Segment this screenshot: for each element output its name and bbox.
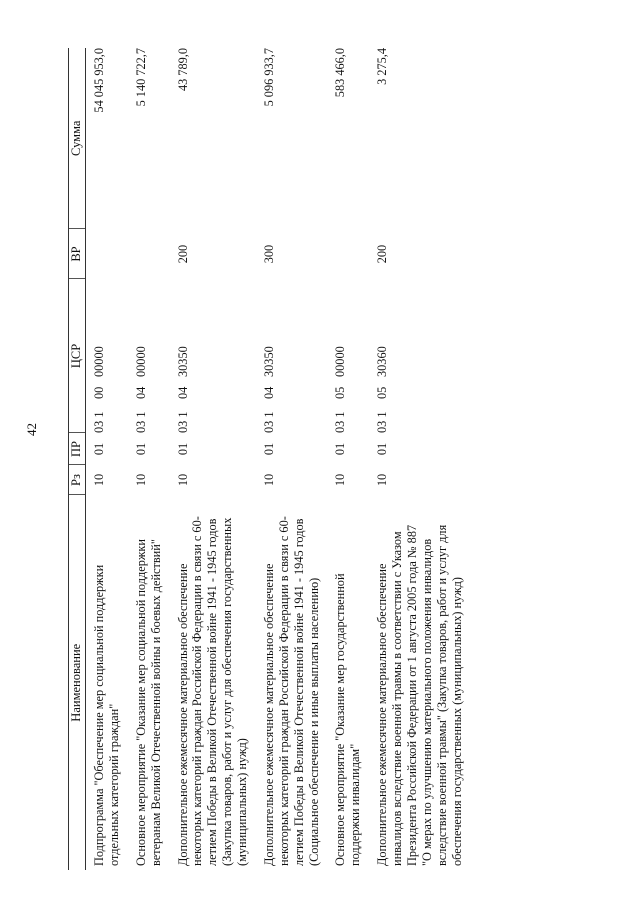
row-vr: 300 [261,244,276,264]
row-rz: 10 [261,473,276,487]
row-name: Дополнительное ежемесячное материальное обеспечение некоторых категорий граждан Российской Федерации в связи с 60-летием Победы в Великой Отечественной войне 1941 - 1945 годов (Социальное обеспечение и иные выплаты населению) [261,516,321,866]
header-rz: Рз [69,465,86,495]
row-name: Дополнительное ежемесячное материальное обеспечение некоторых категорий граждан Российской Федерации в связи с 60-летием Победы в Великой Отечественной войне 1941 - 1945 годов (Закупка товаров, работ и услуг для обеспечения государственных (муниципальных) нужд) [175,516,249,866]
row-name: Основное мероприятие "Оказание мер социальной поддержки ветеранам Великой Отечественной войны и боевых действий" [133,539,163,866]
row-sum: 54 045 953,0 [92,48,106,113]
row-csr [128,279,170,433]
page-number: 42 [24,423,39,436]
row-pr: 01 [92,442,106,456]
csr-direction: 00000 [92,346,106,377]
row-vr: 200 [175,244,190,264]
header-vr: ВР [69,229,86,279]
csr-program: 03 1 [92,411,106,433]
row-pr: 01 [333,442,348,456]
table-header-row [69,48,86,870]
csr-program: 03 1 [333,411,348,433]
header-name: Наименование [69,495,86,870]
csr-event: 05 [375,386,390,399]
csr-direction: 00000 [333,346,348,377]
row-csr [86,279,128,433]
row-pr: 01 [133,442,148,456]
csr-event: 04 [133,386,148,399]
row-rz: 10 [333,473,348,487]
row-vr [128,229,170,279]
row-sum: 5 140 722,7 [133,48,148,107]
csr-event: 00 [92,386,106,399]
row-rz: 10 [92,473,106,487]
table-row [128,48,170,870]
table-row [256,48,328,870]
csr-program: 03 1 [261,411,276,433]
csr-direction: 00000 [133,346,148,377]
csr-direction: 30350 [175,346,190,377]
row-rz: 10 [133,473,148,487]
csr-program: 03 1 [133,411,148,433]
row-vr [86,229,128,279]
csr-event: 04 [175,386,190,399]
row-name: Основное мероприятие "Оказание мер государственной поддержки инвалидам" [333,573,363,866]
row-sum: 3 275,4 [375,48,390,85]
csr-program: 03 1 [175,411,190,433]
csr-direction: 30360 [375,346,390,377]
budget-table-rotated [68,48,488,870]
row-sum: 583 466,0 [333,48,348,98]
row-name: Подпрограмма "Обеспечение мер социальной поддержки отдельных категорий граждан" [92,564,121,866]
csr-direction: 30350 [261,346,276,377]
table-row [369,48,470,870]
row-csr [369,279,470,433]
row-rz: 10 [375,473,390,487]
table-row [327,48,369,870]
table-row [170,48,256,870]
row-name: Дополнительное ежемесячное материальное обеспечение инвалидов вследствие военной травмы в соответствии с Указом Президента Российской Федерации от 1 августа 2005 года № 887 "О мерах по улучшению материального положения инвалидов вследствие военной травмы" (Закупка товаров, работ и услуг для обеспечения государственных (муниципальных) нужд) [375,524,464,866]
row-csr [170,279,256,433]
header-csr: ЦСР [69,279,86,433]
row-pr: 01 [261,442,276,456]
budget-table [68,48,470,870]
header-pr: ПР [69,433,86,465]
row-sum: 5 096 933,7 [261,48,276,107]
csr-event: 05 [333,386,348,399]
table-row [86,48,128,870]
row-csr [327,279,369,433]
row-pr: 01 [175,442,190,456]
row-rz: 10 [175,473,190,487]
row-csr [256,279,328,433]
row-sum: 43 789,0 [175,48,190,92]
csr-program: 03 1 [375,411,390,433]
row-vr [327,229,369,279]
row-vr: 200 [375,244,390,264]
header-sum: Сумма [69,48,86,229]
csr-event: 04 [261,386,276,399]
row-pr: 01 [375,442,390,456]
